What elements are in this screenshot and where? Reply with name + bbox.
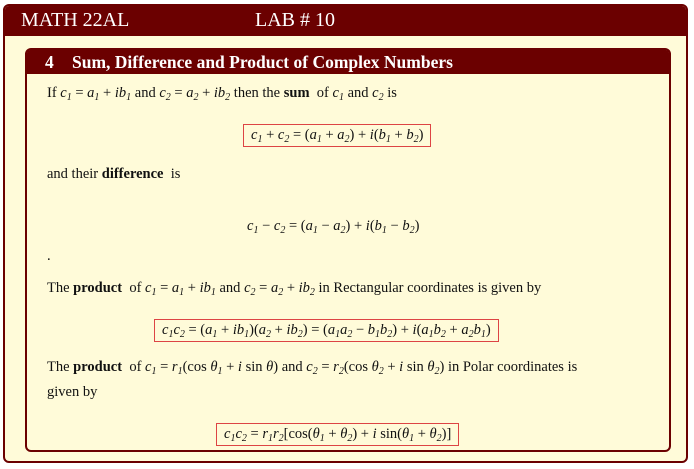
text-and: and	[134, 85, 156, 101]
section-body	[27, 74, 669, 450]
math-c1-def: $c_1 = a_1 + ib_1$	[60, 85, 132, 103]
given-by-line: given by	[47, 384, 98, 400]
text-of: of	[316, 85, 329, 101]
math-c1: $c_1$	[332, 85, 344, 103]
section-box	[25, 48, 671, 452]
text-of: of	[129, 359, 142, 375]
product-rect-formula: $c_1c_2 = (a_1 + ib_1)(a_2 + ib_2) = (a_1a_2 - b_1b_2) + i(a_1b_2 + a_2b_1)$	[162, 322, 491, 340]
math-c2-polar: $c_2 = r_2(\cos$ $\theta_2 + i$ $\sin \theta_2$)	[306, 359, 445, 377]
keyword-sum: sum	[283, 85, 310, 101]
lab-frame	[3, 4, 688, 463]
sum-intro-line	[47, 85, 397, 102]
product-rect-box	[154, 319, 499, 342]
text-and-their: and their	[47, 166, 99, 182]
text-is: is	[387, 85, 397, 101]
keyword-product: product	[73, 359, 123, 375]
text-and: and	[347, 85, 369, 101]
text-is: is	[170, 166, 181, 182]
course-title: MATH 22AL	[21, 9, 130, 31]
title-bar	[5, 6, 686, 36]
text-the: The	[47, 359, 70, 375]
text-if: If	[47, 85, 57, 101]
section-header	[27, 50, 669, 74]
text-the: The	[47, 280, 70, 296]
text-and: and	[219, 280, 241, 296]
product-polar-box	[216, 423, 459, 446]
math-c2-def: $c_2 = a_2 + ib_2$	[159, 85, 231, 103]
math-c2-def: $c_2 = a_2 + ib_2$	[244, 280, 315, 298]
math-c2: $c_2$	[372, 85, 384, 103]
product-polar-line	[47, 359, 577, 376]
text-of: of	[129, 280, 142, 296]
product-polar-formula: $c_1c_2 = r_1r_2[\cos(\theta_1 + \theta_2) + i$ $\sin(\theta_1 + \theta_2)$]	[224, 426, 452, 444]
sum-formula: $c_1 + c_2 = (a_1 + a_2) + i(b_1 + b_2)$	[251, 127, 424, 145]
keyword-difference: difference	[101, 166, 164, 182]
sum-formula-box	[243, 124, 431, 147]
difference-intro-line	[47, 166, 180, 183]
text-and: and	[281, 359, 303, 375]
section-title: Sum, Difference and Product of Complex Numbers	[72, 52, 453, 72]
keyword-product: product	[73, 280, 123, 296]
text-polar-tail: in Polar coordinates is	[447, 359, 578, 375]
math-c1-polar: $c_1 = r_1(\cos$ $\theta_1 + i$ sin θ)	[145, 359, 279, 377]
lab-number: LAB # 10	[255, 9, 335, 31]
text-rect-tail: in Rectangular coordinates is given by	[318, 280, 542, 296]
period-mark: .	[47, 248, 51, 264]
section-number: 4	[45, 52, 54, 72]
difference-formula: $c_1 - c_2 = (a_1 - a_2) + i(b_1 - b_2)$	[247, 218, 420, 236]
text-then-the: then the	[233, 85, 281, 101]
math-c1-def: $c_1 = a_1 + ib_1$	[145, 280, 216, 298]
product-rect-line	[47, 280, 541, 297]
